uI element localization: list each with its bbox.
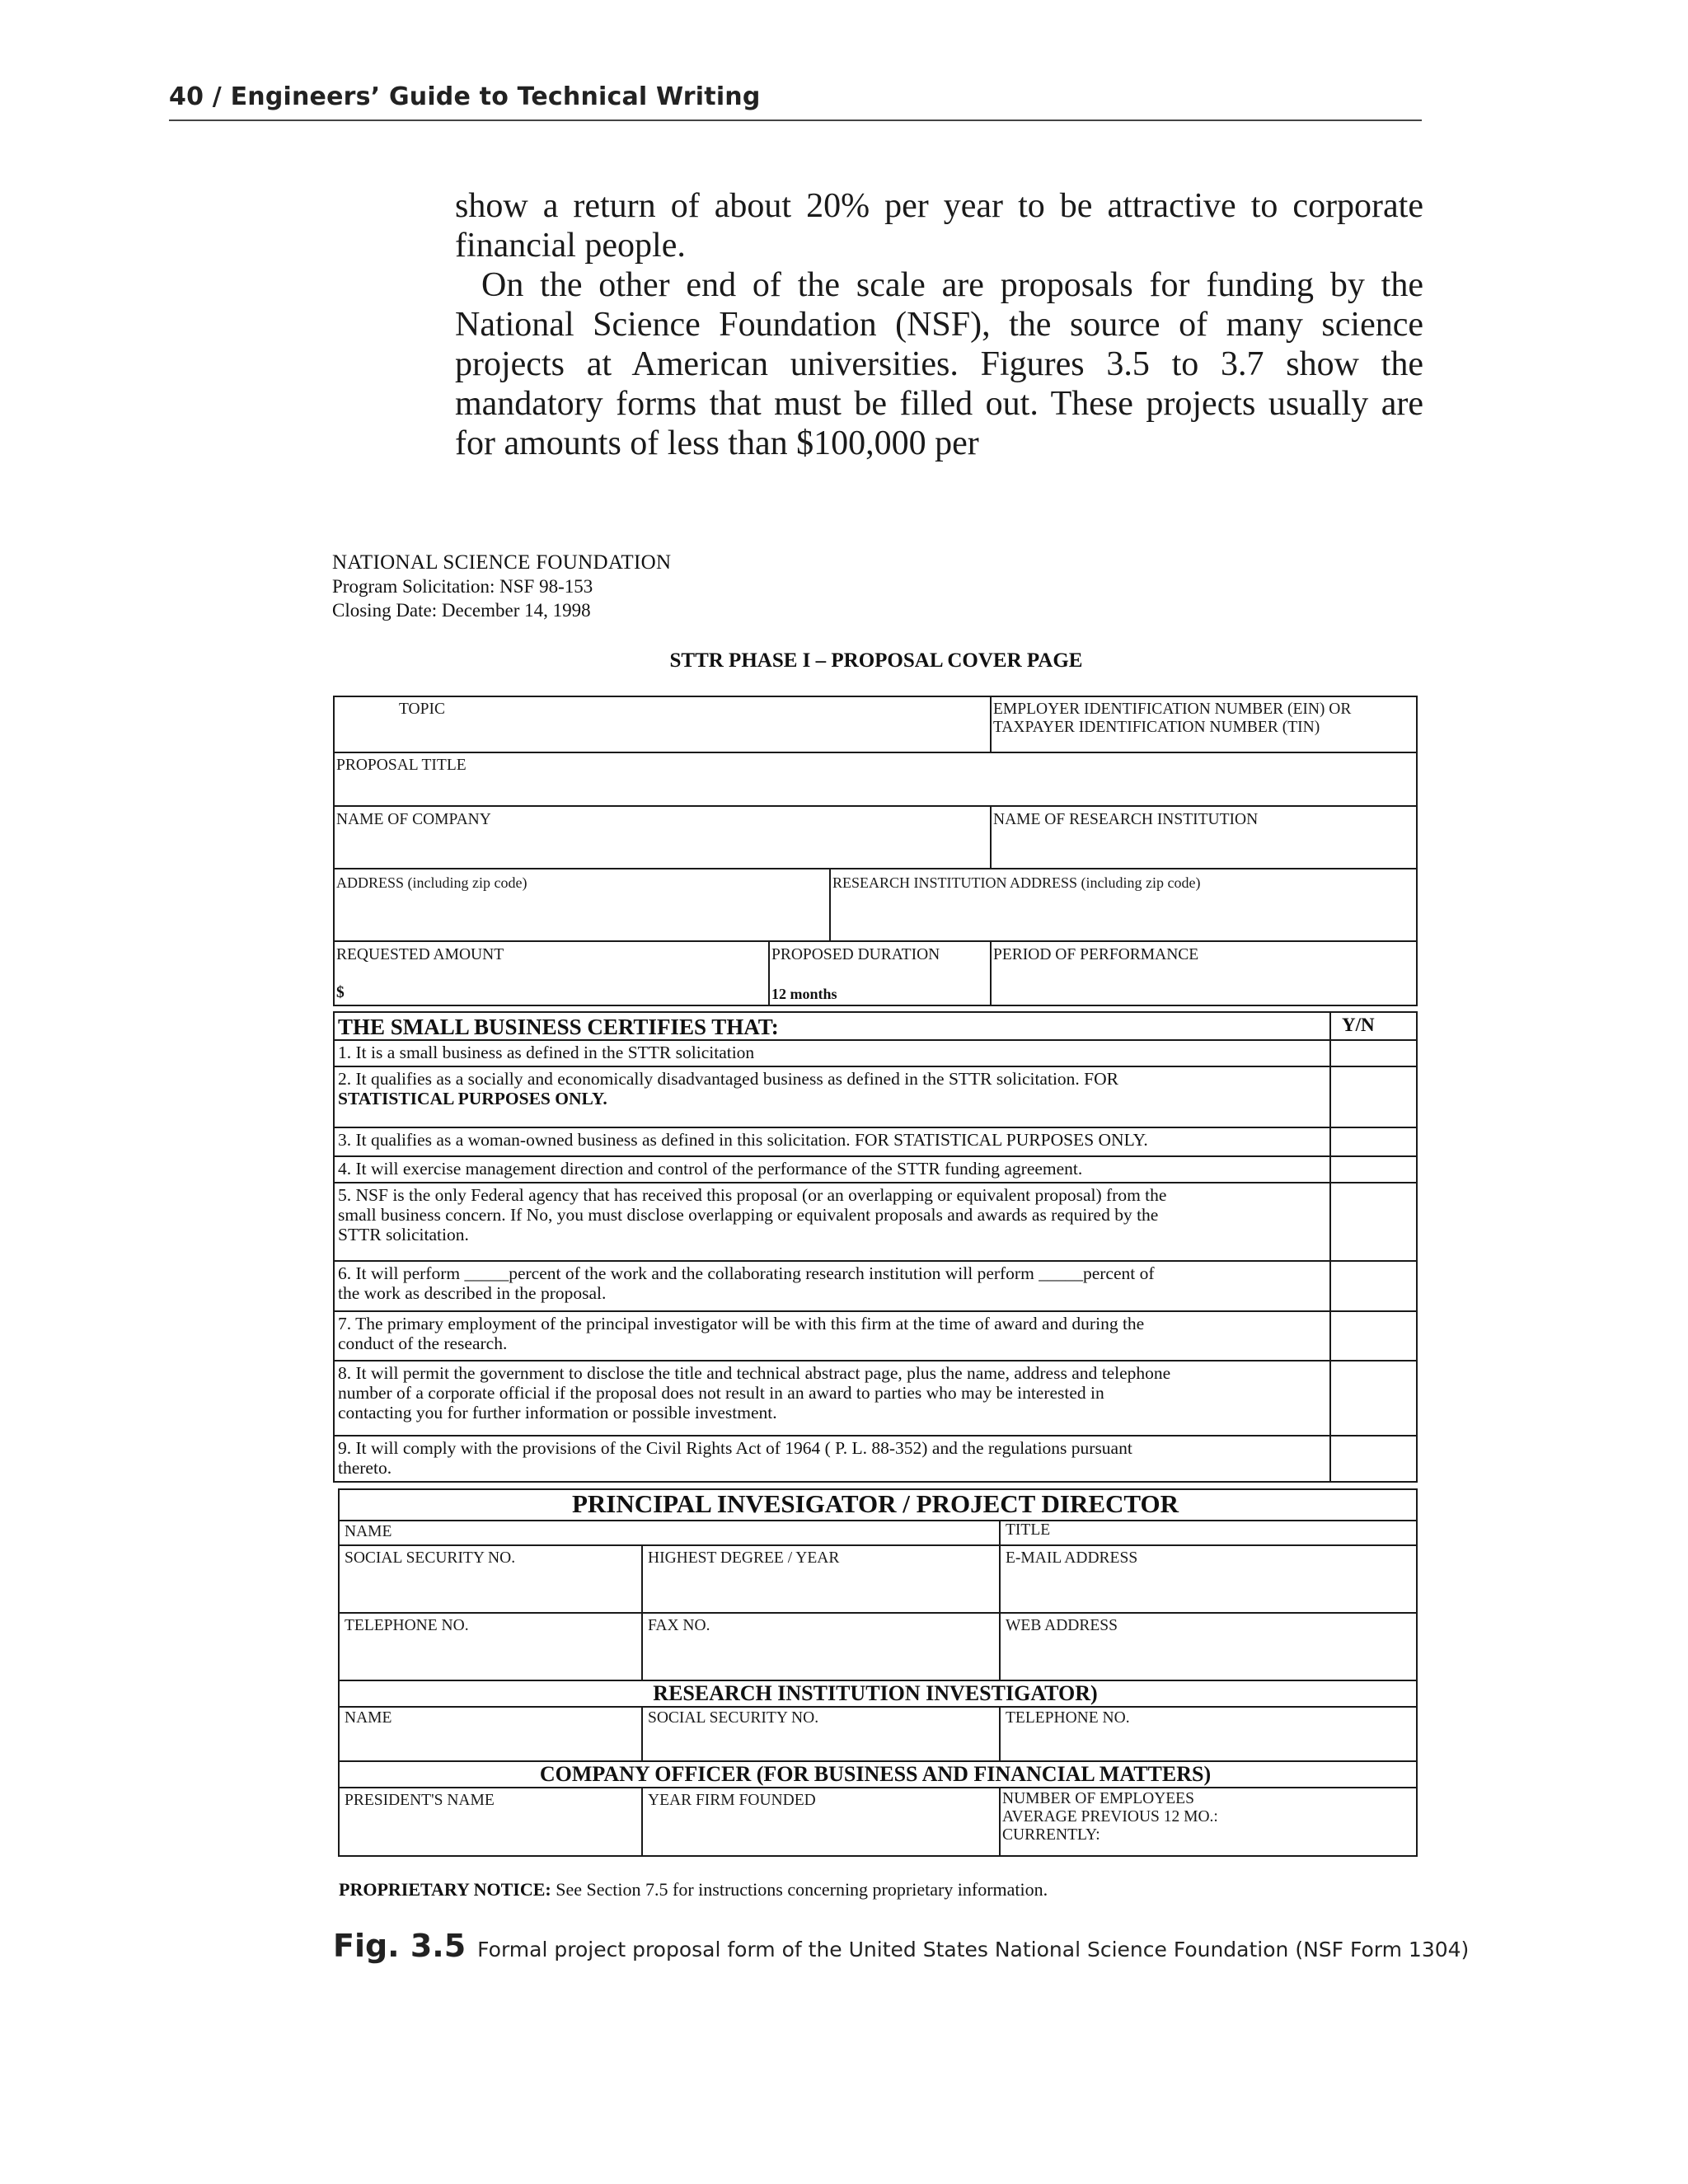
form-title: STTR PHASE I – PROPOSAL COVER PAGE xyxy=(669,649,1083,672)
divider xyxy=(999,1787,1001,1857)
row-divider xyxy=(333,1360,1418,1361)
address-label: ADDRESS (including zip code) xyxy=(336,874,528,891)
period-label: PERIOD OF PERFORMANCE xyxy=(993,946,1199,963)
rii-telephone-label: TELEPHONE NO. xyxy=(1006,1709,1130,1727)
ein-label-line1: EMPLOYER IDENTIFICATION NUMBER (EIN) OR xyxy=(993,701,1352,718)
cert-item-3: 3. It qualifies as a woman-owned business as defined in this solicitation. FOR STATISTICAL PURPOSES ONLY. xyxy=(338,1130,1148,1150)
divider xyxy=(999,1520,1001,1587)
research-institution-label: NAME OF RESEARCH INSTITUTION xyxy=(993,811,1259,828)
yn-column-divider xyxy=(1329,1011,1331,1483)
row-divider xyxy=(333,1127,1418,1128)
agency-name: NATIONAL SCIENCE FOUNDATION xyxy=(332,551,672,574)
cert-item-9: 9. It will comply with the provisions of the Civil Rights Act of 1964 ( P. L. 88-352) and the regulations pursuant thereto. xyxy=(338,1438,1132,1478)
header-rule xyxy=(169,120,1422,121)
pi-fax-label: FAX NO. xyxy=(648,1617,710,1634)
pi-name-label: NAME xyxy=(345,1523,392,1540)
row-divider xyxy=(333,1155,1418,1157)
pi-email-label: E-MAIL ADDRESS xyxy=(1006,1549,1138,1567)
divider xyxy=(990,940,992,1006)
divider xyxy=(641,1706,643,1760)
dollar-sign: $ xyxy=(336,984,345,1001)
institution-address-label: RESEARCH INSTITUTION ADDRESS (including zip code) xyxy=(832,874,1201,891)
pi-telephone-label: TELEPHONE NO. xyxy=(345,1617,469,1634)
pi-degree-label: HIGHEST DEGREE / YEAR xyxy=(648,1549,840,1567)
divider xyxy=(990,696,992,753)
notice-text: See Section 7.5 for instructions concerning proprietary information. xyxy=(551,1879,1048,1900)
divider xyxy=(999,1706,1001,1760)
year-founded-label: YEAR FIRM FOUNDED xyxy=(648,1792,816,1809)
rii-name-label: NAME xyxy=(345,1709,392,1727)
row-divider xyxy=(338,1706,1418,1708)
row-divider xyxy=(333,1182,1418,1183)
figure-label: Fig. 3.5 xyxy=(333,1928,467,1964)
employees-label-line3: CURRENTLY: xyxy=(1002,1826,1100,1844)
cert-item-6: 6. It will perform _____percent of the work and the collaborating research institution will perform _____percent of the work as described in the proposal. xyxy=(338,1263,1155,1303)
rii-heading: RESEARCH INSTITUTION INVESTIGATOR) xyxy=(653,1681,1098,1705)
divider xyxy=(999,1587,1001,1680)
proprietary-notice xyxy=(339,1879,1410,1900)
row-divider xyxy=(333,1039,1418,1041)
cert-item-1: 1. It is a small business as defined in the STTR solicitation xyxy=(338,1043,755,1062)
row-divider xyxy=(338,1787,1418,1788)
employees-label-line2: AVERAGE PREVIOUS 12 MO.: xyxy=(1002,1808,1218,1825)
cert-item-7: 7. The primary employment of the principal investigator will be with this firm at the time of award and during the conduct of the research. xyxy=(338,1314,1145,1353)
paragraph-1: show a return of about 20% per year to be attractive to corporate financial people. xyxy=(455,187,1423,265)
notice-label: PROPRIETARY NOTICE: xyxy=(339,1879,551,1900)
program-solicitation: Program Solicitation: NSF 98-153 xyxy=(332,576,593,597)
row-divider xyxy=(338,1544,1418,1546)
divider xyxy=(641,1787,643,1857)
cert-item-5: 5. NSF is the only Federal agency that has received this proposal (or an overlapping or equivalent proposal) from the small business concern. If No, you must disclose overlapping or equivalent proposals and awards as required by the STTR solicitation. xyxy=(338,1185,1167,1244)
row-divider xyxy=(333,1066,1418,1067)
duration-value: 12 months xyxy=(771,986,837,1002)
row-divider xyxy=(338,1612,1418,1614)
divider xyxy=(829,868,831,942)
proposal-cover-form xyxy=(333,696,1418,1858)
employees-label-line1: NUMBER OF EMPLOYEES xyxy=(1002,1790,1194,1807)
divider xyxy=(990,805,992,869)
row-divider xyxy=(338,1520,1418,1521)
running-header: 40 / Engineers’ Guide to Technical Writing xyxy=(169,82,761,111)
pi-web-label: WEB ADDRESS xyxy=(1006,1617,1118,1634)
proposed-duration-label: PROPOSED DURATION xyxy=(771,946,940,963)
body-text xyxy=(455,186,1423,463)
pi-title-label: TITLE xyxy=(1006,1521,1051,1539)
topic-label: TOPIC xyxy=(399,701,445,718)
cert-item-8: 8. It will permit the government to disclose the title and technical abstract page, plus the name, address and telephone number of a corporate official if the proposal does not result in an award to parties who may be interested in contacting you for further information or possible investment. xyxy=(338,1363,1171,1422)
company-name-label: NAME OF COMPANY xyxy=(336,811,491,828)
rii-ssn-label: SOCIAL SECURITY NO. xyxy=(648,1709,819,1727)
ein-label-line2: TAXPAYER IDENTIFICATION NUMBER (TIN) xyxy=(993,719,1320,736)
proposal-title-label: PROPOSAL TITLE xyxy=(336,757,467,774)
requested-amount-label: REQUESTED AMOUNT xyxy=(336,946,504,963)
caption-text: Formal project proposal form of the United States National Science Foundation (NSF Form 1304) xyxy=(477,1938,1470,1961)
officer-heading: COMPANY OFFICER (FOR BUSINESS AND FINANCIAL MATTERS) xyxy=(539,1762,1212,1786)
pi-ssn-label: SOCIAL SECURITY NO. xyxy=(345,1549,516,1567)
yn-heading: Y/N xyxy=(1342,1015,1375,1035)
row-divider xyxy=(333,1310,1418,1312)
certifies-heading: THE SMALL BUSINESS CERTIFIES THAT: xyxy=(338,1015,779,1039)
president-name-label: PRESIDENT'S NAME xyxy=(345,1792,495,1809)
row-divider xyxy=(333,1260,1418,1262)
row-divider xyxy=(333,1435,1418,1436)
form-agency-header xyxy=(332,551,909,622)
cert-item-4: 4. It will exercise management direction and control of the performance of the STTR funding agreement. xyxy=(338,1159,1083,1179)
cert-item-2: 2. It qualifies as a socially and economically disadvantaged business as defined in the STTR solicitation. FOR STATISTICAL PURPOSES ONLY. xyxy=(338,1069,1118,1108)
proposal-title-field[interactable] xyxy=(333,752,1418,807)
closing-date: Closing Date: December 14, 1998 xyxy=(332,600,591,621)
pi-heading: PRINCIPAL INVESIGATOR / PROJECT DIRECTOR xyxy=(571,1489,1179,1518)
divider xyxy=(768,940,770,1006)
paragraph-2: On the other end of the scale are proposals for funding by the National Science Foundation (NSF), the source of many science projects at American universities. Figures 3.5 to 3.7 show the mandatory forms that must be filled out. These projects usually are for amounts of less than $100,000 per xyxy=(455,266,1423,462)
figure-caption xyxy=(333,1928,1470,1964)
